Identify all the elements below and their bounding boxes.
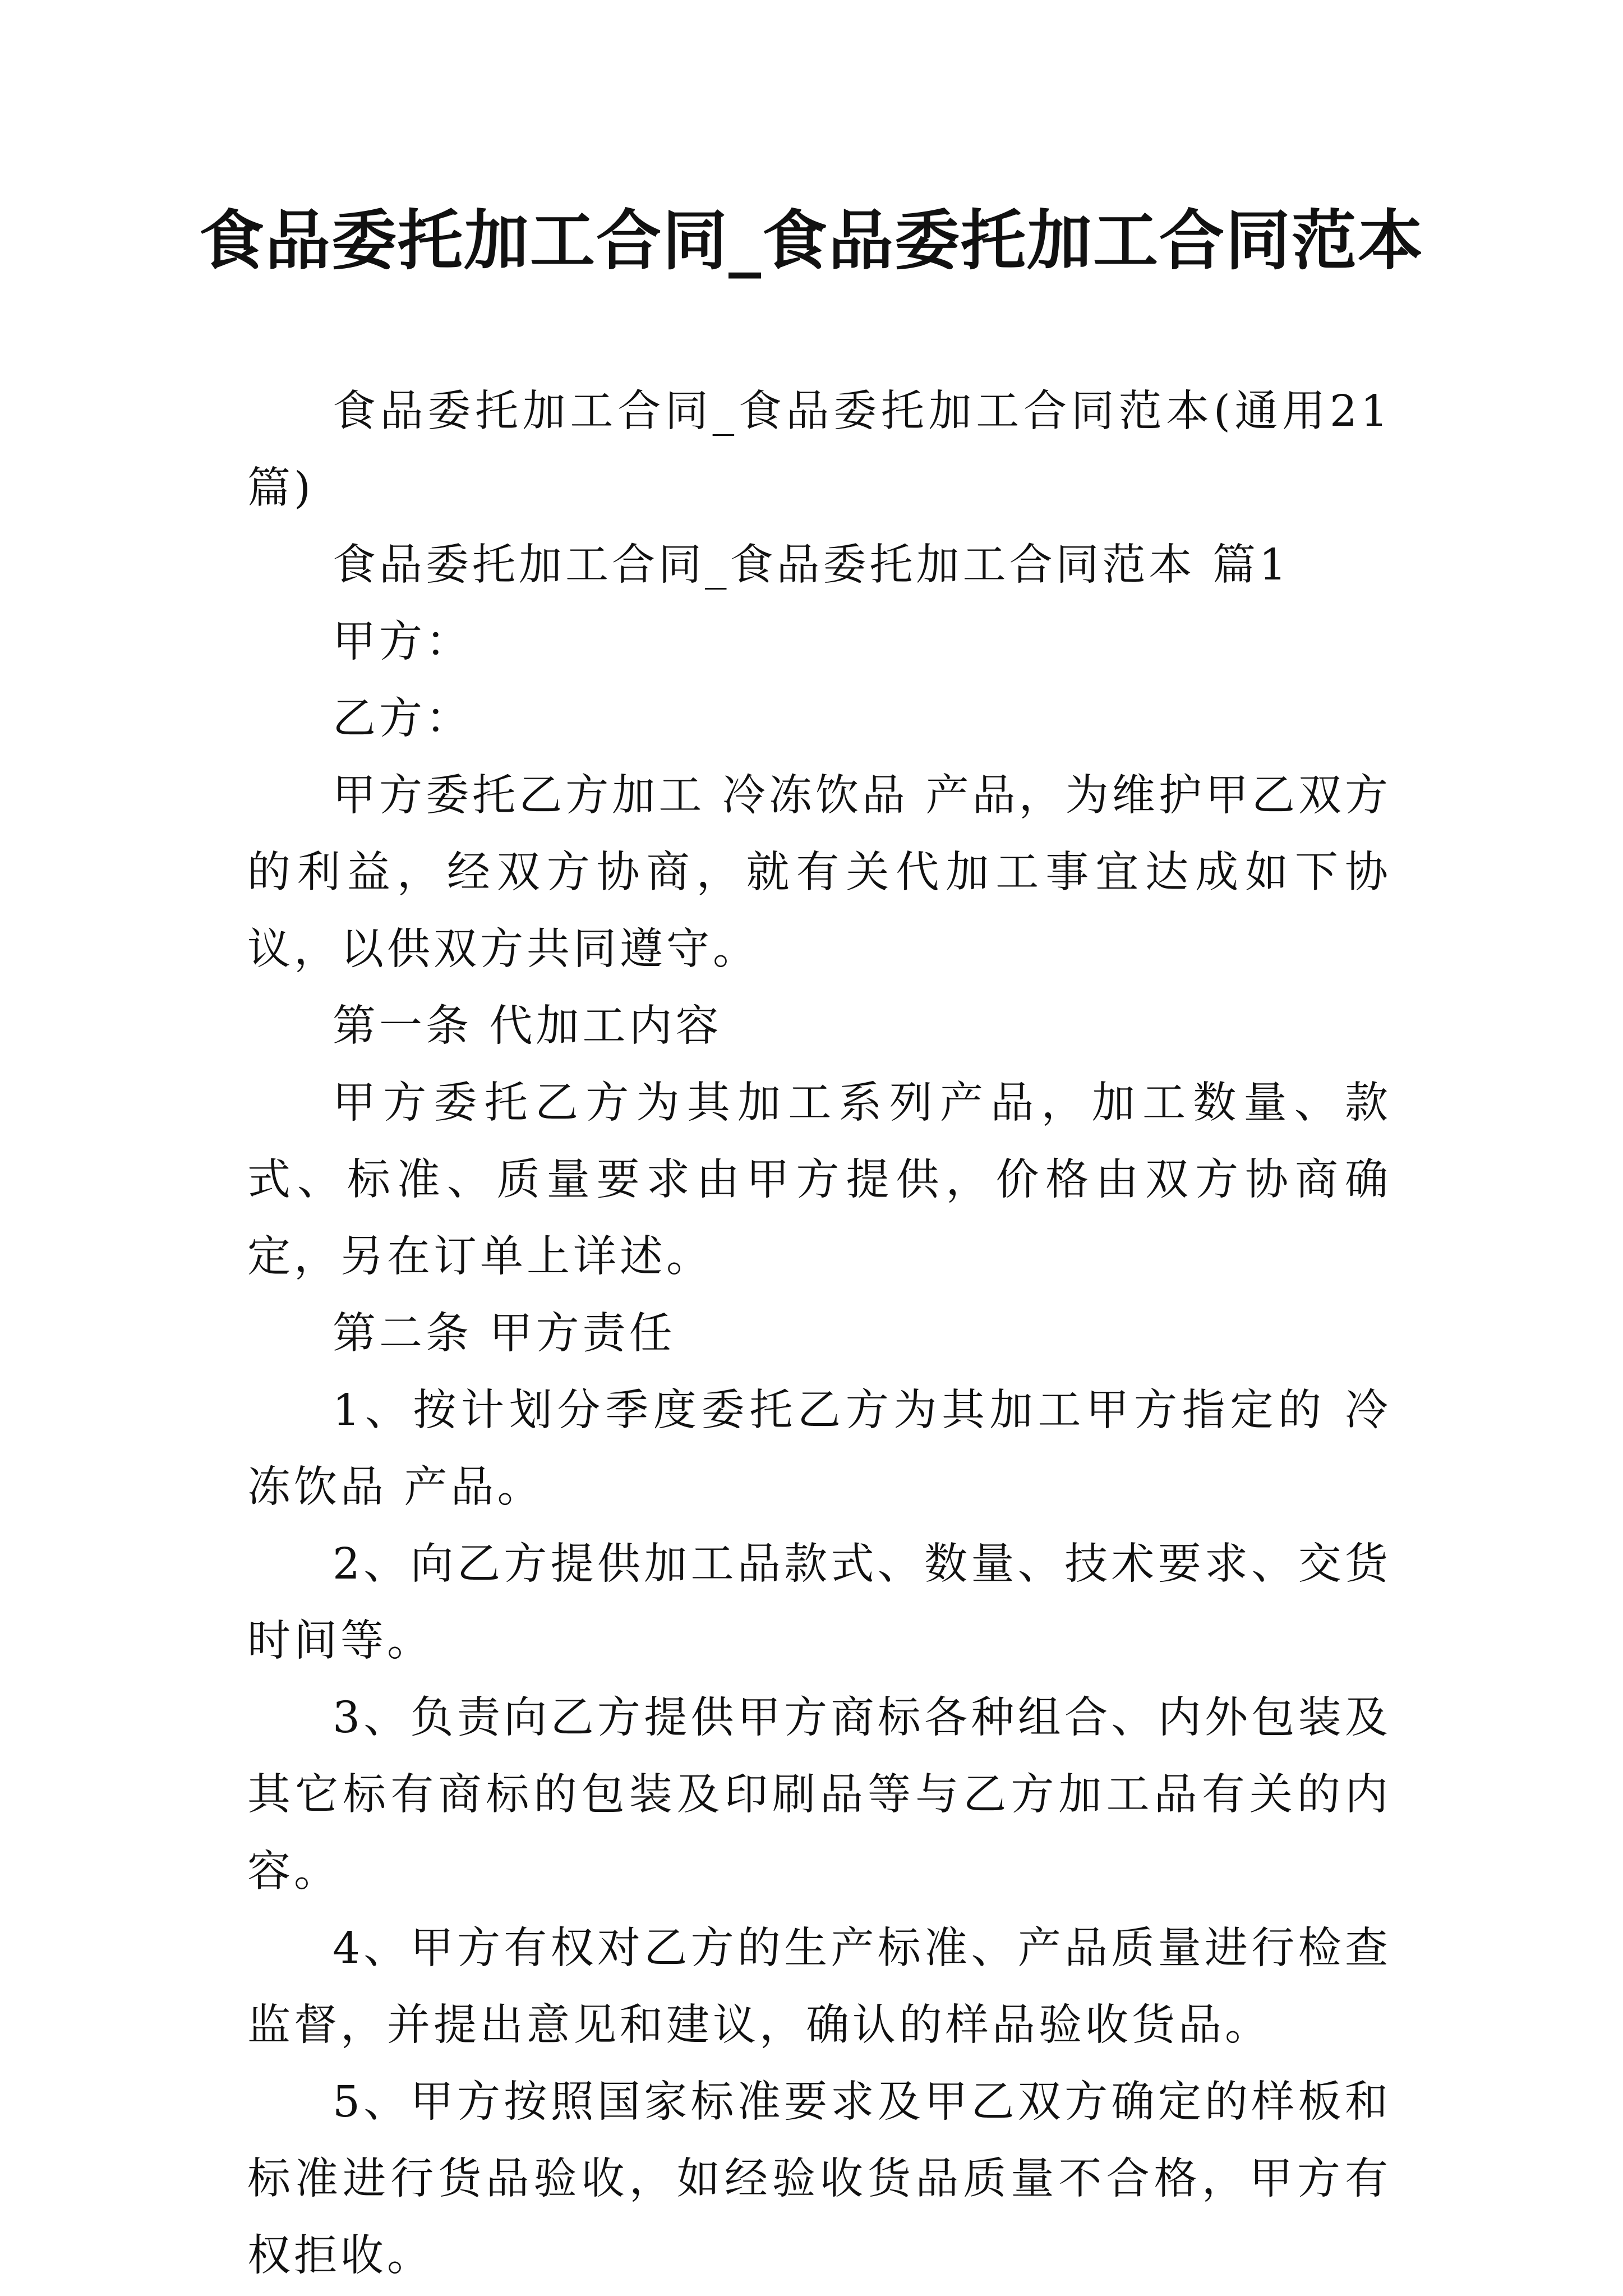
paragraph-clause-4: 4、甲方有权对乙方的生产标准、产品质量进行检查监督，并提出意见和建议，确认的样品验收货品。 <box>247 1924 1391 2050</box>
paragraph-subtitle: 食品委托加工合同_食品委托加工合同范本(通用21篇) <box>247 386 1391 513</box>
paragraph-preamble: 甲方委托乙方加工 冷冻饮品 产品，为维护甲乙双方的利益，经双方协商，就有关代加工事宜达成如下协议，以供双方共同遵守。 <box>247 771 1391 974</box>
paragraph-clause-3: 3、负责向乙方提供甲方商标各种组合、内外包装及其它标有商标的包装及印刷品等与乙方加工品有关的内容。 <box>247 1693 1391 1897</box>
paragraph-section-heading: 食品委托加工合同_食品委托加工合同范本 篇1 <box>333 540 1290 590</box>
paragraph-clause-1: 1、按计划分季度委托乙方为其加工甲方指定的 冷冻饮品 产品。 <box>247 1386 1391 1512</box>
paragraph-article-1-content: 甲方委托乙方为其加工系列产品，加工数量、款式、标准、质量要求由甲方提供，价格由双方协商确定，另在订单上详述。 <box>247 1078 1391 1282</box>
paragraph-article-2-heading: 第二条 甲方责任 <box>333 1309 676 1359</box>
paragraph-party-a: 甲方： <box>333 617 472 667</box>
document-title: 食品委托加工合同_食品委托加工合同范本 <box>199 203 1424 279</box>
document-body <box>247 373 1391 2294</box>
paragraph-party-b: 乙方： <box>333 694 472 744</box>
paragraph-clause-5: 5、甲方按照国家标准要求及甲乙双方确定的样板和标准进行货品验收，如经验收货品质量不合格，甲方有权拒收。 <box>247 2077 1391 2281</box>
paragraph-article-1-heading: 第一条 代加工内容 <box>333 1001 722 1051</box>
paragraph-clause-2: 2、向乙方提供加工品款式、数量、技术要求、交货时间等。 <box>247 1539 1391 1666</box>
